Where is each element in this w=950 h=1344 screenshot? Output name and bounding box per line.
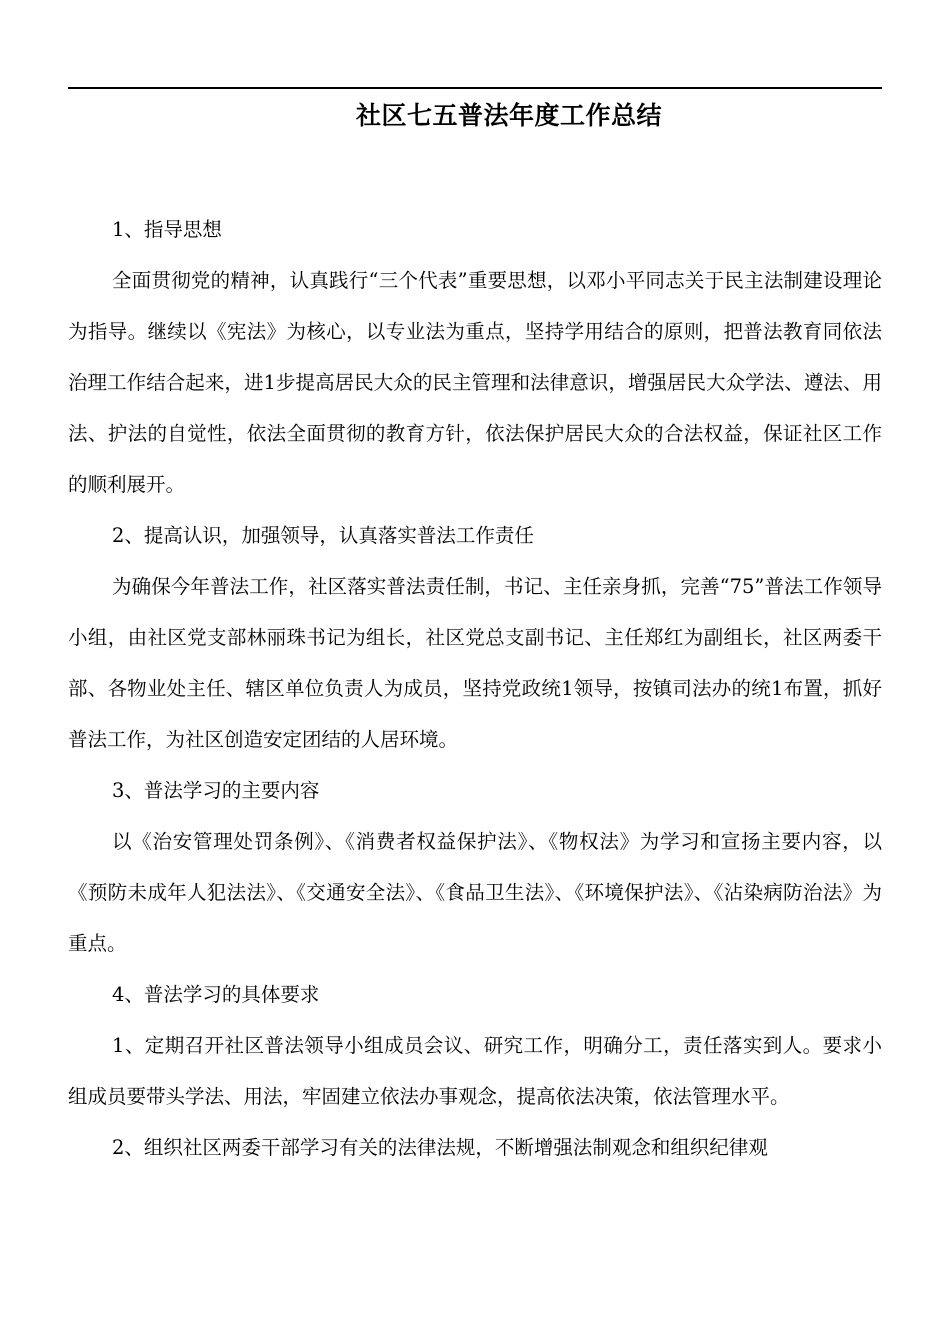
section-heading-guiding-ideology: 1、指导思想 (112, 218, 222, 241)
header-rule (68, 87, 882, 89)
document-body (68, 204, 882, 1173)
paragraph-requirement-2: 2、组织社区两委干部学习有关的法律法规，不断增强法制观念和组织纪律观 (112, 1136, 768, 1159)
paragraph-leadership: 为确保今年普法工作，社区落实普法责任制，书记、主任亲身抓，完善“75”普法工作领导小组，由社区党支部林丽珠书记为组长，社区党总支副书记、主任郑红为副组长，社区两委干部、各物业处主任、辖区单位负责人为成员，坚持党政统1领导，按镇司法办的统1布置，抓好普法工作，为社区创造安定团结的人居环境。 (68, 575, 882, 751)
section-heading-main-content: 3、普法学习的主要内容 (112, 779, 320, 802)
paragraph-guiding-ideology: 全面贯彻党的精神，认真践行“三个代表”重要思想，以邓小平同志关于民主法制建设理论为指导。继续以《宪法》为核心，以专业法为重点，坚持学用结合的原则，把普法教育同依法治理工作结合起来，进1步提高居民大众的民主管理和法律意识，增强居民大众学法、遵法、用法、护法的自觉性，依法全面贯彻的教育方针，依法保护居民大众的合法权益，保证社区工作的顺利展开。 (68, 269, 882, 496)
section-heading-requirements: 4、普法学习的具体要求 (112, 983, 320, 1006)
paragraph-requirement-1: 1、定期召开社区普法领导小组成员会议、研究工作，明确分工，责任落实到人。要求小组成员要带头学法、用法，牢固建立依法办事观念，提高依法决策，依法管理水平。 (68, 1034, 882, 1108)
paragraph-main-content: 以《治安管理处罚条例》、《消费者权益保护法》、《物权法》为学习和宣扬主要内容，以《预防未成年人犯法法》、《交通安全法》、《食品卫生法》、《环境保护法》、《沾染病防治法》为重点。 (68, 830, 882, 955)
document-title: 社区七五普法年度工作总结 (355, 101, 662, 130)
section-heading-leadership: 2、提高认识，加强领导，认真落实普法工作责任 (112, 524, 534, 547)
